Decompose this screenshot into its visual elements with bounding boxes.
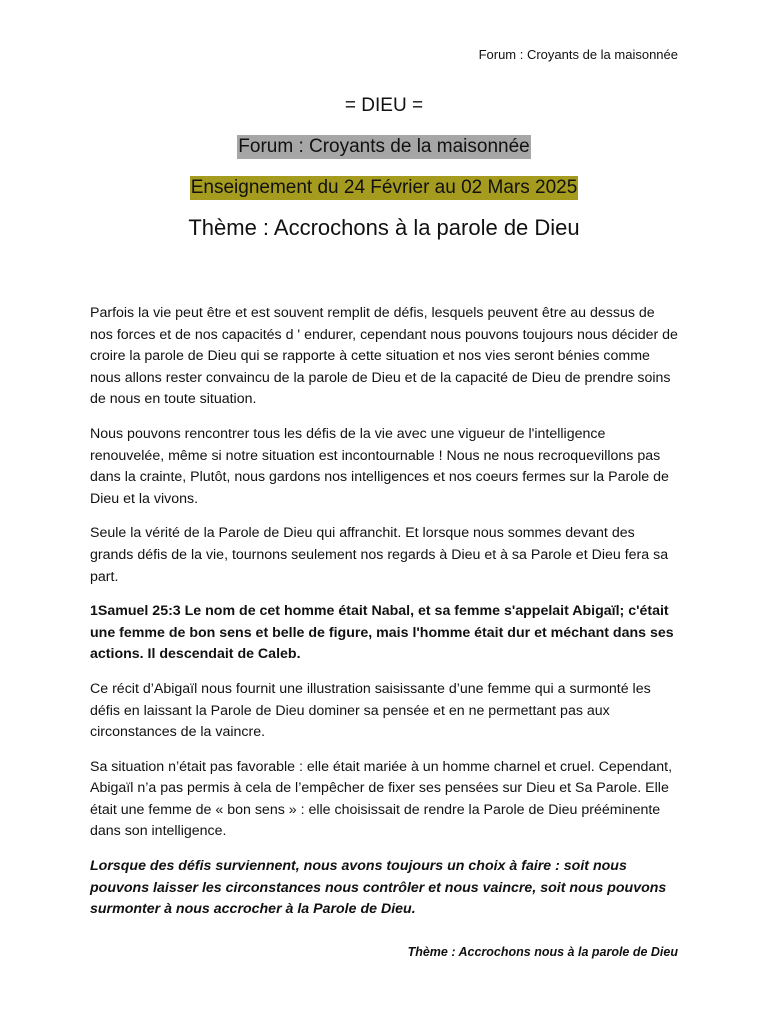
closing-paragraph: Lorsque des défis surviennent, nous avons toujours un choix à faire : soit nous pouvons laisser les circonstances nous contrôler et nous vaincre, soit nous pouvons surmonter à nous accrocher à la Parole de Dieu. bbox=[90, 858, 667, 918]
paragraph-5: Sa situation n’était pas favorable : elle était mariée à un homme charnel et cruel. Cependant, Abigaïl n’a pas permis à cela de l’empêcher de fixer ses pensées sur Dieu et Sa Parole. Elle était une femme de « bon sens » : elle choisissait de rendre la Parole de Dieu prééminente dans son intelligence. bbox=[90, 758, 673, 840]
running-header: Forum : Croyants de la maisonnée bbox=[478, 47, 678, 62]
paragraph-4: Ce récit d’Abigaïl nous fournit une illustration saisissante d’une femme qui a surmonté les défis en laissant la Parole de Dieu dominer sa pensée et en ne permettant pas aux circonstances de la vaincre. bbox=[90, 680, 651, 741]
title-dieu: = DIEU = bbox=[344, 95, 424, 116]
body-text bbox=[90, 303, 680, 934]
paragraph-3: Seule la vérité de la Parole de Dieu qui affranchit. Et lorsque nous sommes devant des grands défis de la vie, tournons seulement nos regards à Dieu et à sa Parole et Dieu fera sa part. bbox=[90, 525, 669, 585]
title-forum-line bbox=[0, 135, 768, 159]
paragraph-2: Nous pouvons rencontrer tous les défis de la vie avec une vigueur de l'intelligence renouvelée, même si notre situation est incontournable ! Nous ne nous recroquevillons pas dans la crainte, Plutôt, nous gardons nos intelligences et nos coeurs fermes sur la Parole de Dieu et la vivons. bbox=[90, 425, 669, 507]
title-teaching-dates: Enseignement du 24 Février au 02 Mars 2025 bbox=[190, 177, 578, 198]
title-block bbox=[0, 94, 768, 242]
running-footer: Thème : Accrochons nous à la parole de Dieu bbox=[407, 945, 678, 959]
title-forum: Forum : Croyants de la maisonnée bbox=[238, 136, 530, 157]
title-theme: Thème : Accrochons à la parole de Dieu bbox=[188, 215, 580, 240]
title-teaching-line bbox=[0, 176, 768, 200]
bible-verse: 1Samuel 25:3 Le nom de cet homme était Nabal, et sa femme s'appelait Abigaïl; c'était une femme de bon sens et belle de figure, mais l'homme était dur et méchant dans ses actions. Il descendait de Caleb. bbox=[90, 603, 674, 663]
paragraph-1: Parfois la vie peut être et est souvent remplit de défis, lesquels peuvent être au dessus de nos forces et de nos capacités d ' endurer, cependant nous pouvons toujours nous décider de croire la parole de Dieu qui se rapporte à cette situation et nos vies seront bénies comme nous allons rester convaincu de la parole de Dieu et de la capacité de Dieu de prendre soins de nous en toute situation. bbox=[90, 305, 678, 408]
